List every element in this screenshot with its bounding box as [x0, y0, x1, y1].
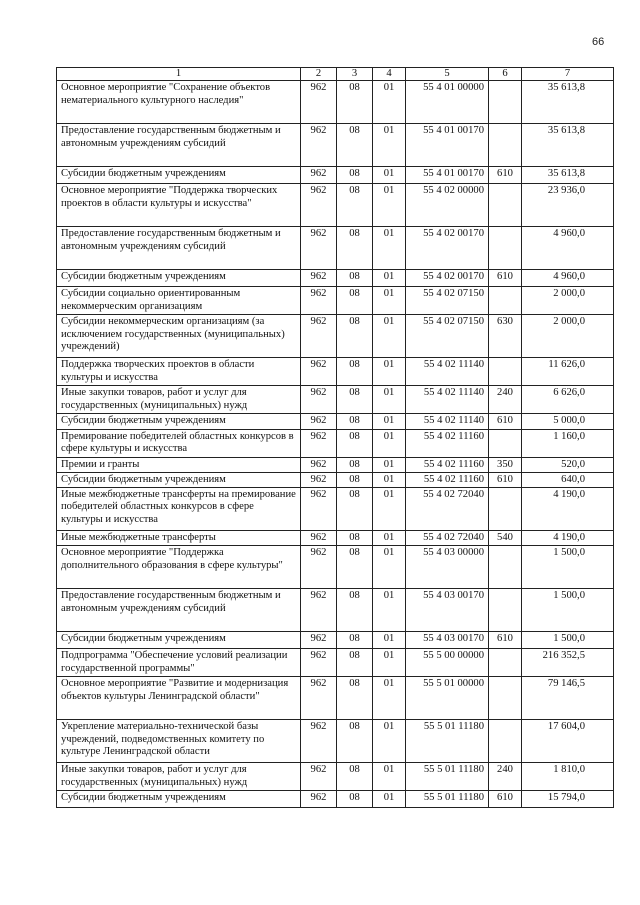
row-cell-7: 23 936,0 [522, 184, 614, 227]
table-row [57, 167, 614, 184]
row-cell-6 [489, 546, 522, 589]
row-cell-4: 01 [373, 184, 406, 227]
row-cell-6 [489, 124, 522, 167]
row-cell-5: 55 4 01 00170 [406, 167, 489, 184]
row-cell-2: 962 [301, 414, 337, 429]
row-cell-2: 962 [301, 184, 337, 227]
row-cell-7: 35 613,8 [522, 81, 614, 124]
budget-table [56, 67, 614, 808]
row-cell-2: 962 [301, 632, 337, 649]
row-cell-7: 1 810,0 [522, 763, 614, 791]
row-cell-5: 55 5 01 11180 [406, 763, 489, 791]
row-cell-6 [489, 81, 522, 124]
row-cell-5: 55 4 02 72040 [406, 488, 489, 531]
table-row [57, 791, 614, 808]
row-name-cell: Субсидии некоммерческим организациям (за исключением государственных (муниципальных) учреждений) [57, 315, 301, 358]
row-cell-4: 01 [373, 167, 406, 184]
row-cell-3: 08 [337, 488, 373, 531]
row-cell-3: 08 [337, 457, 373, 472]
header-col-4: 4 [373, 68, 406, 81]
row-cell-2: 962 [301, 270, 337, 287]
row-name-cell: Субсидии бюджетным учреждениям [57, 791, 301, 808]
table-row [57, 358, 614, 386]
row-cell-4: 01 [373, 287, 406, 315]
table-row [57, 184, 614, 227]
row-cell-4: 01 [373, 546, 406, 589]
row-cell-2: 962 [301, 358, 337, 386]
row-cell-6 [489, 358, 522, 386]
row-cell-3: 08 [337, 227, 373, 270]
row-cell-2: 962 [301, 472, 337, 487]
row-cell-6: 350 [489, 457, 522, 472]
row-cell-7: 79 146,5 [522, 677, 614, 720]
row-cell-4: 01 [373, 720, 406, 763]
row-cell-4: 01 [373, 677, 406, 720]
row-name-cell: Субсидии социально ориентированным некоммерческим организациям [57, 287, 301, 315]
table-row [57, 124, 614, 167]
row-cell-5: 55 4 02 00000 [406, 184, 489, 227]
row-name-cell: Подпрограмма "Обеспечение условий реализации государственной программы" [57, 649, 301, 677]
row-cell-3: 08 [337, 429, 373, 457]
row-cell-5: 55 4 01 00000 [406, 81, 489, 124]
row-cell-6 [489, 589, 522, 632]
row-cell-6: 240 [489, 386, 522, 414]
row-cell-4: 01 [373, 457, 406, 472]
table-row [57, 386, 614, 414]
row-cell-7: 35 613,8 [522, 124, 614, 167]
row-cell-3: 08 [337, 287, 373, 315]
table-row [57, 315, 614, 358]
row-cell-4: 01 [373, 124, 406, 167]
row-name-cell: Иные закупки товаров, работ и услуг для государственных (муниципальных) нужд [57, 763, 301, 791]
row-cell-6: 240 [489, 763, 522, 791]
row-cell-3: 08 [337, 124, 373, 167]
table-row [57, 632, 614, 649]
row-cell-5: 55 5 01 11180 [406, 791, 489, 808]
header-col-1: 1 [57, 68, 301, 81]
row-name-cell: Субсидии бюджетным учреждениям [57, 472, 301, 487]
row-cell-7: 1 160,0 [522, 429, 614, 457]
row-cell-2: 962 [301, 429, 337, 457]
row-cell-3: 08 [337, 270, 373, 287]
row-cell-6 [489, 720, 522, 763]
row-cell-7: 2 000,0 [522, 287, 614, 315]
row-cell-7: 1 500,0 [522, 546, 614, 589]
table-row [57, 414, 614, 429]
row-cell-2: 962 [301, 315, 337, 358]
table-row [57, 457, 614, 472]
row-cell-4: 01 [373, 632, 406, 649]
row-cell-4: 01 [373, 386, 406, 414]
row-cell-7: 5 000,0 [522, 414, 614, 429]
row-cell-5: 55 4 02 11140 [406, 386, 489, 414]
table-row [57, 720, 614, 763]
row-cell-2: 962 [301, 488, 337, 531]
row-cell-2: 962 [301, 720, 337, 763]
row-cell-7: 15 794,0 [522, 791, 614, 808]
row-cell-7: 17 604,0 [522, 720, 614, 763]
row-cell-4: 01 [373, 358, 406, 386]
row-name-cell: Предоставление государственным бюджетным и автономным учреждениям субсидий [57, 589, 301, 632]
table-row [57, 227, 614, 270]
row-cell-6 [489, 649, 522, 677]
row-cell-4: 01 [373, 81, 406, 124]
row-cell-3: 08 [337, 315, 373, 358]
row-cell-3: 08 [337, 632, 373, 649]
row-cell-5: 55 4 02 11160 [406, 457, 489, 472]
row-cell-5: 55 4 02 00170 [406, 270, 489, 287]
row-cell-2: 962 [301, 227, 337, 270]
row-cell-3: 08 [337, 763, 373, 791]
row-cell-5: 55 4 01 00170 [406, 124, 489, 167]
row-cell-5: 55 4 02 11140 [406, 358, 489, 386]
row-cell-4: 01 [373, 315, 406, 358]
row-name-cell: Премии и гранты [57, 457, 301, 472]
table-row [57, 589, 614, 632]
row-name-cell: Премирование победителей областных конкурсов в сфере культуры и искусства [57, 429, 301, 457]
table-row [57, 763, 614, 791]
row-cell-7: 520,0 [522, 457, 614, 472]
row-cell-7: 1 500,0 [522, 589, 614, 632]
row-cell-4: 01 [373, 429, 406, 457]
row-cell-4: 01 [373, 791, 406, 808]
row-cell-2: 962 [301, 81, 337, 124]
row-cell-2: 962 [301, 386, 337, 414]
row-cell-5: 55 4 03 00170 [406, 632, 489, 649]
table-row [57, 81, 614, 124]
row-cell-7: 4 960,0 [522, 227, 614, 270]
page-number: 66 [592, 36, 605, 48]
row-cell-6: 540 [489, 531, 522, 546]
row-name-cell: Поддержка творческих проектов в области культуры и искусства [57, 358, 301, 386]
row-name-cell: Субсидии бюджетным учреждениям [57, 270, 301, 287]
row-cell-5: 55 4 03 00170 [406, 589, 489, 632]
table-row [57, 677, 614, 720]
row-cell-7: 216 352,5 [522, 649, 614, 677]
row-cell-6: 630 [489, 315, 522, 358]
row-cell-7: 11 626,0 [522, 358, 614, 386]
table-row [57, 472, 614, 487]
row-cell-3: 08 [337, 386, 373, 414]
table-row [57, 287, 614, 315]
row-cell-7: 4 190,0 [522, 488, 614, 531]
row-cell-3: 08 [337, 81, 373, 124]
row-name-cell: Предоставление государственным бюджетным и автономным учреждениям субсидий [57, 124, 301, 167]
row-cell-3: 08 [337, 720, 373, 763]
row-cell-3: 08 [337, 791, 373, 808]
header-col-3: 3 [337, 68, 373, 81]
row-cell-2: 962 [301, 124, 337, 167]
row-cell-7: 4 960,0 [522, 270, 614, 287]
row-name-cell: Иные закупки товаров, работ и услуг для государственных (муниципальных) нужд [57, 386, 301, 414]
row-cell-2: 962 [301, 287, 337, 315]
row-name-cell: Основное мероприятие "Поддержка творческих проектов в области культуры и искусства" [57, 184, 301, 227]
row-cell-7: 2 000,0 [522, 315, 614, 358]
row-cell-5: 55 4 02 07150 [406, 315, 489, 358]
row-cell-5: 55 5 01 00000 [406, 677, 489, 720]
row-cell-4: 01 [373, 270, 406, 287]
row-cell-6: 610 [489, 791, 522, 808]
row-cell-6 [489, 227, 522, 270]
row-cell-3: 08 [337, 472, 373, 487]
row-cell-2: 962 [301, 649, 337, 677]
row-cell-6 [489, 677, 522, 720]
row-cell-6 [489, 488, 522, 531]
row-cell-7: 35 613,8 [522, 167, 614, 184]
row-cell-2: 962 [301, 589, 337, 632]
row-name-cell: Субсидии бюджетным учреждениям [57, 414, 301, 429]
row-cell-2: 962 [301, 677, 337, 720]
row-cell-5: 55 4 02 11140 [406, 414, 489, 429]
row-cell-3: 08 [337, 677, 373, 720]
row-cell-3: 08 [337, 531, 373, 546]
row-cell-7: 4 190,0 [522, 531, 614, 546]
row-cell-3: 08 [337, 184, 373, 227]
row-name-cell: Основное мероприятие "Поддержка дополнительного образования в сфере культуры" [57, 546, 301, 589]
row-cell-4: 01 [373, 763, 406, 791]
row-cell-6 [489, 429, 522, 457]
row-name-cell: Субсидии бюджетным учреждениям [57, 632, 301, 649]
row-cell-2: 962 [301, 457, 337, 472]
row-cell-2: 962 [301, 546, 337, 589]
row-cell-5: 55 4 02 00170 [406, 227, 489, 270]
row-cell-5: 55 4 02 07150 [406, 287, 489, 315]
row-name-cell: Основное мероприятие "Сохранение объектов нематериального культурного наследия" [57, 81, 301, 124]
row-name-cell: Иные межбюджетные трансферты на премирование победителей областных конкурсов в сфере культуры и искусства [57, 488, 301, 531]
row-cell-3: 08 [337, 167, 373, 184]
row-cell-6: 610 [489, 472, 522, 487]
row-cell-4: 01 [373, 472, 406, 487]
row-cell-7: 640,0 [522, 472, 614, 487]
row-cell-3: 08 [337, 414, 373, 429]
row-cell-7: 1 500,0 [522, 632, 614, 649]
row-cell-5: 55 4 02 11160 [406, 429, 489, 457]
row-cell-2: 962 [301, 167, 337, 184]
row-cell-3: 08 [337, 358, 373, 386]
row-cell-6 [489, 287, 522, 315]
table-row [57, 531, 614, 546]
row-cell-2: 962 [301, 531, 337, 546]
row-cell-5: 55 4 02 72040 [406, 531, 489, 546]
row-cell-4: 01 [373, 589, 406, 632]
row-name-cell: Основное мероприятие "Развитие и модернизация объектов культуры Ленинградской области" [57, 677, 301, 720]
row-cell-5: 55 5 01 11180 [406, 720, 489, 763]
row-cell-4: 01 [373, 531, 406, 546]
row-cell-2: 962 [301, 763, 337, 791]
table-row [57, 270, 614, 287]
row-cell-6 [489, 184, 522, 227]
header-col-6: 6 [489, 68, 522, 81]
header-col-7: 7 [522, 68, 614, 81]
row-cell-2: 962 [301, 791, 337, 808]
row-cell-6: 610 [489, 270, 522, 287]
row-cell-6: 610 [489, 167, 522, 184]
row-cell-3: 08 [337, 589, 373, 632]
row-cell-5: 55 5 00 00000 [406, 649, 489, 677]
row-cell-4: 01 [373, 414, 406, 429]
header-col-5: 5 [406, 68, 489, 81]
table-row [57, 546, 614, 589]
table-header-row [57, 68, 614, 81]
table-row [57, 488, 614, 531]
row-cell-5: 55 4 03 00000 [406, 546, 489, 589]
row-cell-4: 01 [373, 488, 406, 531]
table-body [57, 68, 614, 808]
row-name-cell: Укрепление материально-технической базы учреждений, подведомственных комитету по культуре Ленинградской области [57, 720, 301, 763]
header-col-2: 2 [301, 68, 337, 81]
row-cell-4: 01 [373, 649, 406, 677]
row-name-cell: Предоставление государственным бюджетным и автономным учреждениям субсидий [57, 227, 301, 270]
row-cell-6: 610 [489, 632, 522, 649]
row-cell-3: 08 [337, 649, 373, 677]
row-cell-5: 55 4 02 11160 [406, 472, 489, 487]
row-cell-3: 08 [337, 546, 373, 589]
row-name-cell: Субсидии бюджетным учреждениям [57, 167, 301, 184]
row-cell-6: 610 [489, 414, 522, 429]
table-row [57, 649, 614, 677]
table-row [57, 429, 614, 457]
row-cell-7: 6 626,0 [522, 386, 614, 414]
row-cell-4: 01 [373, 227, 406, 270]
row-name-cell: Иные межбюджетные трансферты [57, 531, 301, 546]
